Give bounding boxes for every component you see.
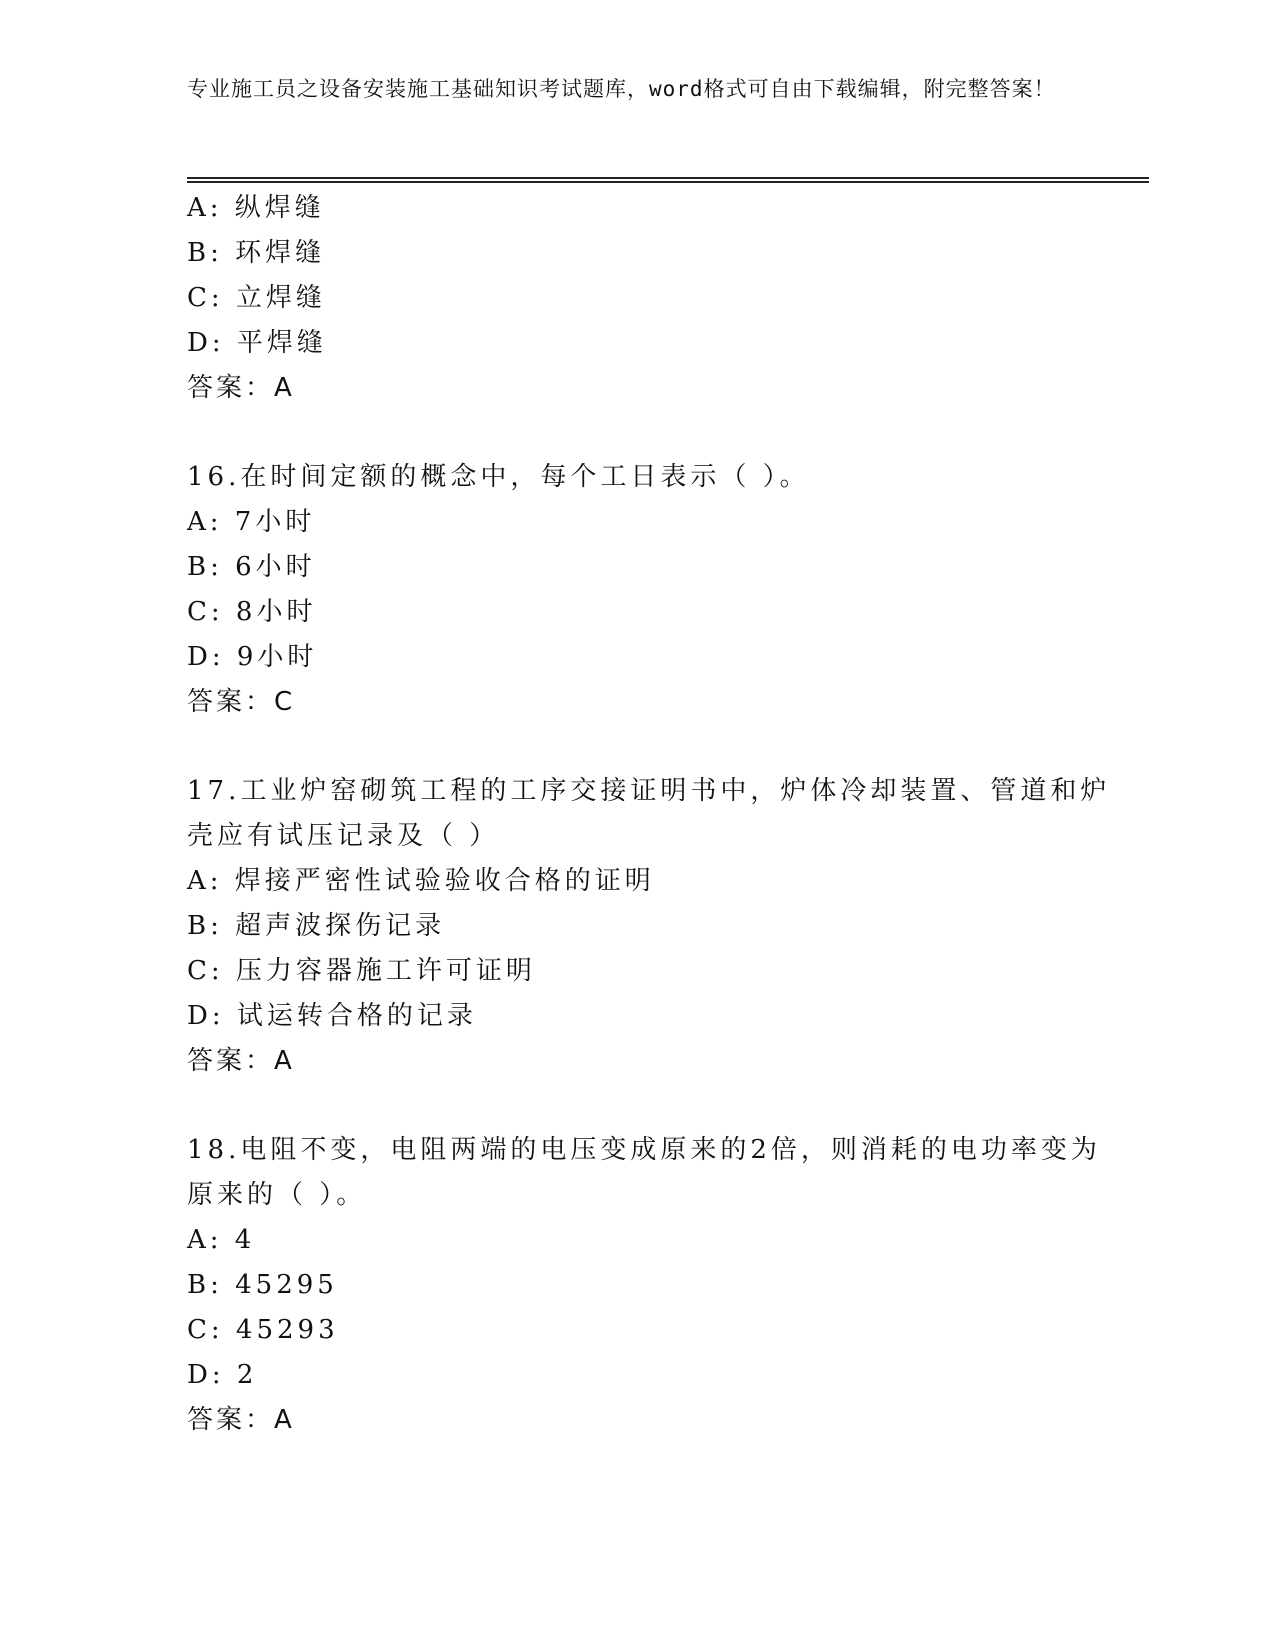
header-divider-bottom <box>187 181 1149 183</box>
option-a: A: 7小时 <box>187 507 316 537</box>
option-d: D: 2 <box>187 1360 258 1390</box>
header-divider-top <box>187 177 1149 179</box>
question-stem: 18.电阻不变，电阻两端的电压变成原来的2倍，则消耗的电功率变为 <box>187 1135 1101 1165</box>
answer: 答案：A <box>187 373 295 403</box>
answer: 答案：C <box>187 687 296 717</box>
question-stem: 17.工业炉窑砌筑工程的工序交接证明书中，炉体冷却装置、管道和炉 <box>187 776 1111 806</box>
option-b: B: 6小时 <box>187 552 316 582</box>
option-c: C: 立焊缝 <box>187 283 326 313</box>
option-a: A: 焊接严密性试验验收合格的证明 <box>187 866 655 896</box>
option-d: D: 9小时 <box>187 642 318 672</box>
option-a: A: 纵焊缝 <box>187 193 325 223</box>
option-b: B: 环焊缝 <box>187 238 326 268</box>
option-a: A: 4 <box>187 1225 256 1255</box>
question-stem-continued: 原来的（ ）。 <box>187 1180 367 1210</box>
option-c: C: 45293 <box>187 1315 339 1345</box>
question-stem: 16.在时间定额的概念中，每个工日表示（ ）。 <box>187 462 810 492</box>
answer: 答案：A <box>187 1405 295 1435</box>
document-header: 专业施工员之设备安装施工基础知识考试题库，word格式可自由下载编辑，附完整答案！ <box>187 77 1056 101</box>
option-c: C: 压力容器施工许可证明 <box>187 956 536 986</box>
answer: 答案：A <box>187 1046 295 1076</box>
option-d: D: 试运转合格的记录 <box>187 1001 477 1031</box>
option-d: D: 平焊缝 <box>187 328 327 358</box>
question-stem-continued: 壳应有试压记录及（ ） <box>187 821 500 851</box>
option-b: B: 超声波探伤记录 <box>187 911 446 941</box>
option-c: C: 8小时 <box>187 597 317 627</box>
option-b: B: 45295 <box>187 1270 338 1300</box>
